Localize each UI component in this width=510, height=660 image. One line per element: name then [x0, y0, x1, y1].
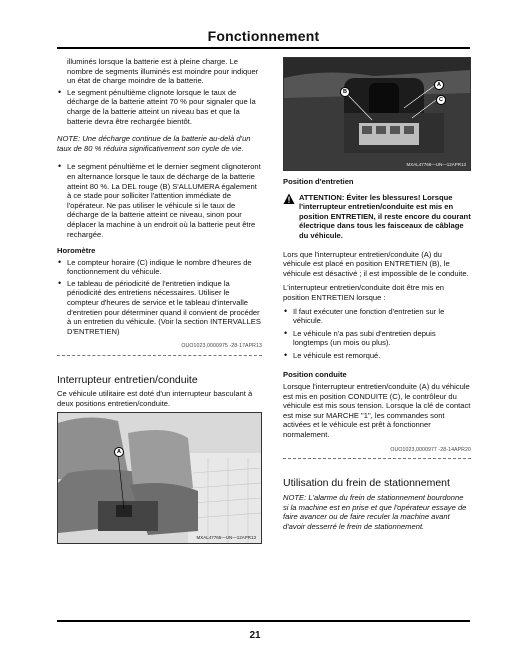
section-divider [57, 355, 262, 356]
subheading-horometre: Horomètre [57, 246, 96, 256]
section-heading: Utilisation du frein de stationnement [283, 477, 450, 490]
right-column [283, 57, 471, 532]
section-heading: Interrupteur entretien/conduite [57, 374, 198, 387]
subheading-position-entretien: Position d'entretien [283, 177, 354, 186]
switch-panel-illustration [284, 58, 470, 170]
list-item: • Le véhicule n'a pas subi d'entretien depuis longtemps (un mois ou plus). [283, 329, 471, 348]
list-item: • Le segment pénultième et le dernier segment clignoteront en alternance lorsque le taux de décharge de la batterie atteint 80 %. La DEL rouge (B) S'ALLUMERA également à ce stade pour solliciter l'attention immédiate de l'opérateur. Ne pas utiliser le véhicule si le taux de décharge de la batterie atteint ce niveau, sinon pour déplacer la machine à un endroit où la batterie peut être rechargée. [57, 162, 262, 239]
paragraph: illuminés lorsque la batterie est à pleine charge. Le nombre de segments illuminés est moindre pour indiquer un état de charge moindre de la batterie. [67, 57, 259, 86]
page-number: 21 [249, 630, 261, 641]
note: NOTE: L'alarme du frein de stationnement bourdonne si la machine est en prise et que l'opérateur essaye de faire avancer ou de faire reculer la machine avant d'avoir desserré le frein de stationnement. [283, 493, 467, 532]
section-divider [283, 458, 471, 459]
paragraph: Lorsque l'interrupteur entretien/conduite (A) du véhicule est mis en position CONDUITE (C), le contrôleur du véhicule est mis sous tension. Lorsque la clé de contact est mise sur MARCHE "1", les commandes sont activées et le véhicule est prêt à fonctionner normalement. [283, 382, 471, 440]
list-item: • Le segment pénultième clignote lorsque le taux de décharge de la batterie atteint 70 % pour signaler que la charge de la batterie atteint un niveau bas et que la batterie devra être rechargée bientôt. [57, 88, 262, 126]
subheading-position-conduite: Position conduite [283, 369, 347, 379]
paragraph: L'interrupteur entretien/conduite doit être mis en position ENTRETIEN lorsque : [283, 283, 445, 302]
header-rule [57, 47, 470, 49]
paragraph: Ce véhicule utilitaire est doté d'un interrupteur basculant à deux positions entretien/conduite. [57, 389, 253, 408]
callout-a: A [434, 80, 444, 90]
list-item: • Le véhicule est remorqué. [283, 351, 471, 361]
callout-a: A [114, 447, 124, 457]
footer-rule [57, 620, 470, 622]
warning-icon [283, 193, 295, 205]
note: NOTE: Une décharge continue de la batterie au-delà d'un taux de 80 % réduira significativement son cycle de vie. [57, 134, 251, 153]
reference-code: OUO1023,0000975 -28-17APR13 [181, 343, 262, 350]
callout-b: B [340, 87, 350, 97]
paragraph: Lors que l'interrupteur entretien/conduite (A) du véhicule est placé en position ENTRETIEN (B), le véhicule est désactivé ; il est impossible de le conduite. [283, 249, 469, 278]
switch-closeup-figure [283, 57, 471, 171]
reference-code: OUO1023,0000977 -28-14APR20 [390, 446, 471, 453]
svg-text:MXAL47765—UN—12APR13: MXAL47765—UN—12APR13 [196, 535, 256, 541]
callout-c: C [436, 95, 446, 105]
left-column [57, 57, 262, 544]
safety-warning [283, 193, 471, 241]
list-item: • Il faut exécuter une fonction d'entretien sur le véhicule. [283, 307, 471, 326]
switch-location-figure [57, 412, 262, 544]
vehicle-seat-illustration [58, 413, 261, 543]
svg-text:MXAL47768—UN—12APR13: MXAL47768—UN—12APR13 [406, 162, 466, 167]
list-item: • Le compteur horaire (C) indique le nombre d'heures de fonctionnement du véhicule. [57, 258, 262, 277]
warning-text: ATTENTION: Éviter les blessures! Lorsque l'interrupteur entretien/conduite est mis en position ENTRETIEN, il reste encore du courant électrique dans tous les faisceaux de câblage du véhicule. [299, 192, 471, 240]
page-title: Fonctionnement [207, 28, 320, 44]
list-item: • Le tableau de périodicité de l'entretien indique la périodicité des entretiens nécessaires. Utiliser le compteur d'heures de service et le tableau d'intervalle d'entretien pour déterminer quand il convient de procéder à un entretien du véhicule. (Voir la section INTERVALLES D'ENTRETIEN) [57, 279, 262, 337]
